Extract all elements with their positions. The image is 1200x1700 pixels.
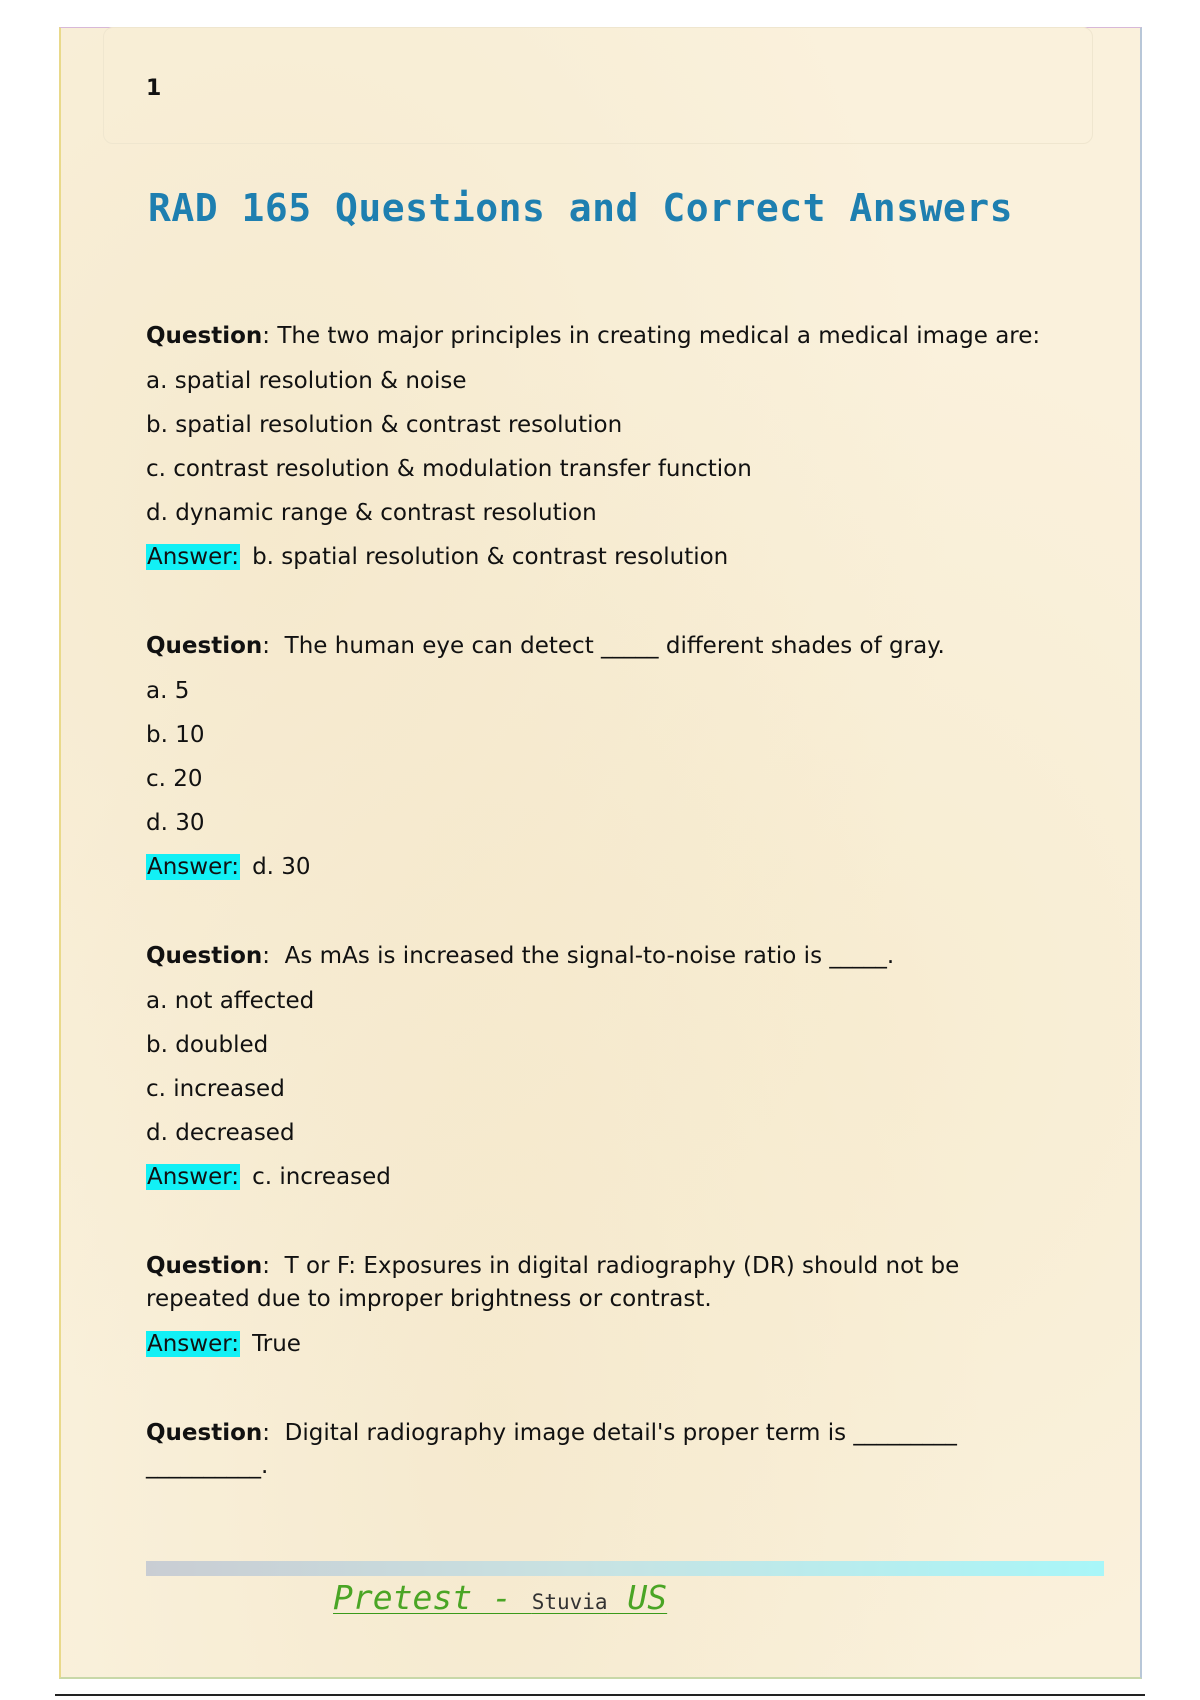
question-label: Question	[146, 1420, 263, 1446]
page-header-box	[103, 27, 1093, 144]
answer-option: d. dynamic range & contrast resolution	[146, 500, 597, 526]
answer-row	[146, 541, 1046, 574]
question-label: Question	[146, 633, 263, 659]
question-text: Question: The human eye can detect _____ different shades of gray.	[146, 633, 945, 659]
answer-option: b. 10	[146, 722, 205, 748]
answer-option: c. 20	[146, 766, 203, 792]
question-text: Question: As mAs is increased the signal-to-noise ratio is _____.	[146, 943, 895, 969]
answer-option: c. increased	[146, 1076, 285, 1102]
answer-option: a. spatial resolution & noise	[146, 368, 467, 394]
question-label: Question	[146, 943, 263, 969]
question-block	[146, 320, 1046, 574]
answer-label: Answer:	[147, 854, 240, 880]
question-block	[146, 630, 1046, 884]
question-text: Question: Digital radiography image detail's proper term is _________ __________.	[146, 1420, 957, 1479]
bottom-rule	[55, 1694, 1145, 1696]
answer-option: d. decreased	[146, 1120, 295, 1146]
answer-option: a. not affected	[146, 988, 315, 1014]
answer-option: c. contrast resolution & modulation transfer function	[146, 456, 752, 482]
answer-row	[146, 1328, 1046, 1361]
question-label: Question	[146, 1253, 263, 1279]
answer-text: c. increased	[252, 1164, 391, 1190]
answer-row	[146, 1161, 1046, 1194]
page-number: 1	[146, 76, 162, 101]
question-label: Question	[146, 323, 263, 349]
answer-text: b. spatial resolution & contrast resolution	[252, 544, 729, 570]
answer-text: d. 30	[252, 854, 311, 880]
answer-label: Answer:	[147, 1331, 240, 1357]
answer-option: d. 30	[146, 810, 205, 836]
answer-option: a. 5	[146, 678, 190, 704]
question-block	[146, 940, 1046, 1194]
answer-label: Answer:	[147, 544, 240, 570]
answer-label: Answer:	[147, 1164, 240, 1190]
footer-divider-bar	[146, 1561, 1104, 1576]
footer-pretest-text: Pretest -	[333, 1578, 532, 1617]
document-title: RAD 165 Questions and Correct Answers	[148, 186, 1013, 230]
answer-text: True	[252, 1331, 301, 1357]
answer-row	[146, 851, 1046, 884]
question-text: Question: T or F: Exposures in digital radiography (DR) should not be repeated due to improper brightness or contrast.	[146, 1253, 960, 1312]
answer-option: b. doubled	[146, 1032, 269, 1058]
answer-option: b. spatial resolution & contrast resolution	[146, 412, 623, 438]
footer-us-text: US	[607, 1578, 668, 1617]
footer-watermark	[333, 1578, 667, 1617]
question-text: Question: The two major principles in creating medical a medical image are:	[146, 323, 1041, 349]
questions-list	[146, 320, 1046, 1539]
question-block	[146, 1250, 1046, 1361]
footer-stuvia-text: Stuvia	[531, 1590, 608, 1614]
question-block	[146, 1417, 1046, 1483]
